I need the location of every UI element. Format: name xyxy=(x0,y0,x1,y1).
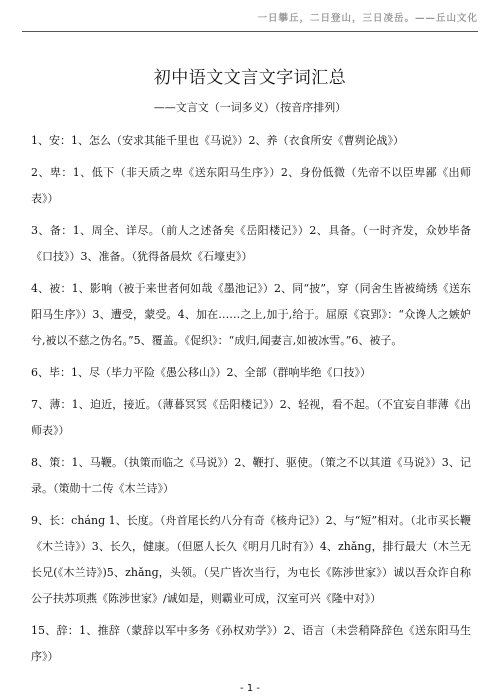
entry-an: 1、安：1、怎么（安求其能千里也《马说》）2、养（衣食所安《曹刿论战》） xyxy=(31,134,404,147)
page-header xyxy=(0,0,500,40)
entry-bi: 6、毕：1、尽（毕力平险《愚公移山》）2、全部（群响毕绝《口技》） xyxy=(31,366,371,379)
header-banner: 一日攀丘，二日登山，三日凌岳。——丘山文化 xyxy=(257,13,478,24)
entry-bei-low: 2、卑：1、低下（非天质之卑《送东阳马生序》）2、身份低微（先帝不以臣卑鄙《出师表》） xyxy=(31,166,471,205)
entry-list xyxy=(31,128,471,676)
entry-bei-prepare: 3、备：1、周全、详尽。（前人之述备矣《岳阳楼记》）2、具备。（一时齐发，众妙毕备《口技》）3、准备。（犹得备晨炊《石壕吏》） xyxy=(31,224,471,263)
document-subtitle: ——文言文（一词多义）（按音序排列） xyxy=(153,101,347,114)
header-divider xyxy=(22,31,478,32)
entry-ci: 15、辞：1、推辞（蒙辞以军中多务《孙权劝学》）2、语言（未尝稍降辞色《送东阳马生序》） xyxy=(31,624,471,663)
entry-chang: 9、长：chánɡ 1、长度。（舟首尾长约八分有奇《核舟记》）2、与“短”相对。（北市买长鞭《木兰诗》）3、长久，健康。（但愿人长久《明月几时有》）4、zhǎnɡ，排行最大（木兰无长兄(《木兰诗》)5、zhǎnɡ，头领。（吴广皆次当行，为屯长《陈涉世家》）诚以吾众诈自称公子扶苏项燕《陈涉世家》/诚如是，则霸业可成，汉室可兴《隆中对》） xyxy=(31,514,471,605)
entry-bo: 7、薄：1、迫近，接近。（薄暮冥冥《岳阳楼记》）2、轻视，看不起。（不宜妄自菲薄《出师表》） xyxy=(31,398,471,437)
entry-bei-passive: 4、被：1、影响（被于来世者何如哉《墨池记》）2、同“披”，穿（同舍生皆被绮绣《送东阳马生序》）3、遭受，蒙受。4、加在……之上,加于,给于。屈原《哀郢》：“众谗人之嫉妒兮,被以不慈之伪名。”5、覆盖。《促织》：“成归,闻妻言,如被冰雪。”6、被子。 xyxy=(31,282,471,347)
document-title: 初中语文文言文字词汇总 xyxy=(153,68,347,88)
entry-ce: 8、策：1、马鞭。（执策而临之《马说》）2、鞭打、驱使。（策之不以其道《马说》）3、记录。（策勋十二传《木兰诗》） xyxy=(31,456,471,495)
page-number: - 1 - xyxy=(240,683,260,694)
